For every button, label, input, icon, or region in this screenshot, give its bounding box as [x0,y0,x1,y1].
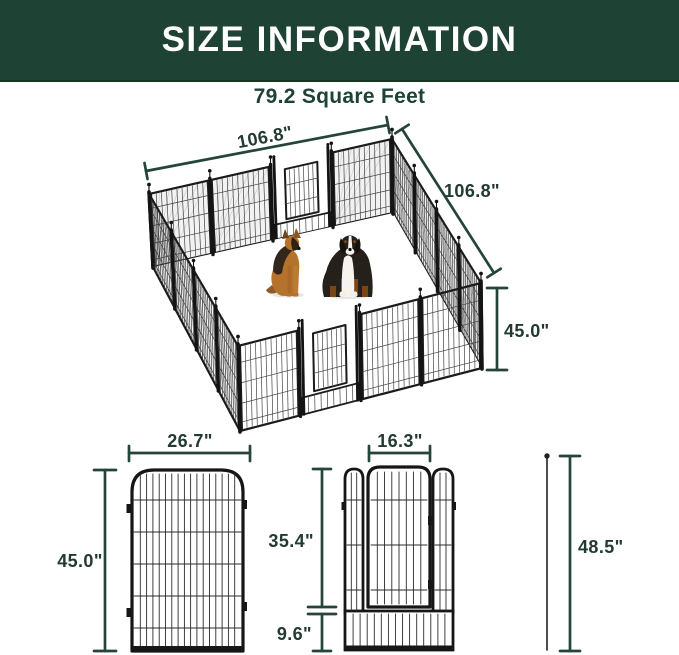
kick-height-label: 9.6" [276,624,312,644]
page-title: SIZE INFORMATION [161,20,518,59]
iso-height-label: 45.0" [504,321,550,341]
iso-depth-label: 106.8" [444,181,500,201]
area-subtitle: 79.2 Square Feet [253,85,426,108]
dimension-panel-height [57,470,116,651]
dimension-door-height [268,469,336,614]
door-width-label: 16.3" [377,431,423,451]
iso-width-label: 106.8" [235,122,295,153]
panel-front-view [127,470,248,651]
door-height-label: 35.4" [268,531,314,551]
panel-height-label: 45.0" [57,551,103,571]
anchor-height-label: 48.5" [578,537,624,557]
ground-anchor-illustration [544,453,549,650]
dimension-door-width [369,431,430,461]
panel-width-label: 26.7" [167,431,213,451]
dimension-kick-height [277,614,331,651]
dimension-wall-height [487,288,550,370]
door-front-view [342,467,457,650]
dimension-anchor-height [560,456,624,651]
dimension-panel-width [129,431,250,461]
